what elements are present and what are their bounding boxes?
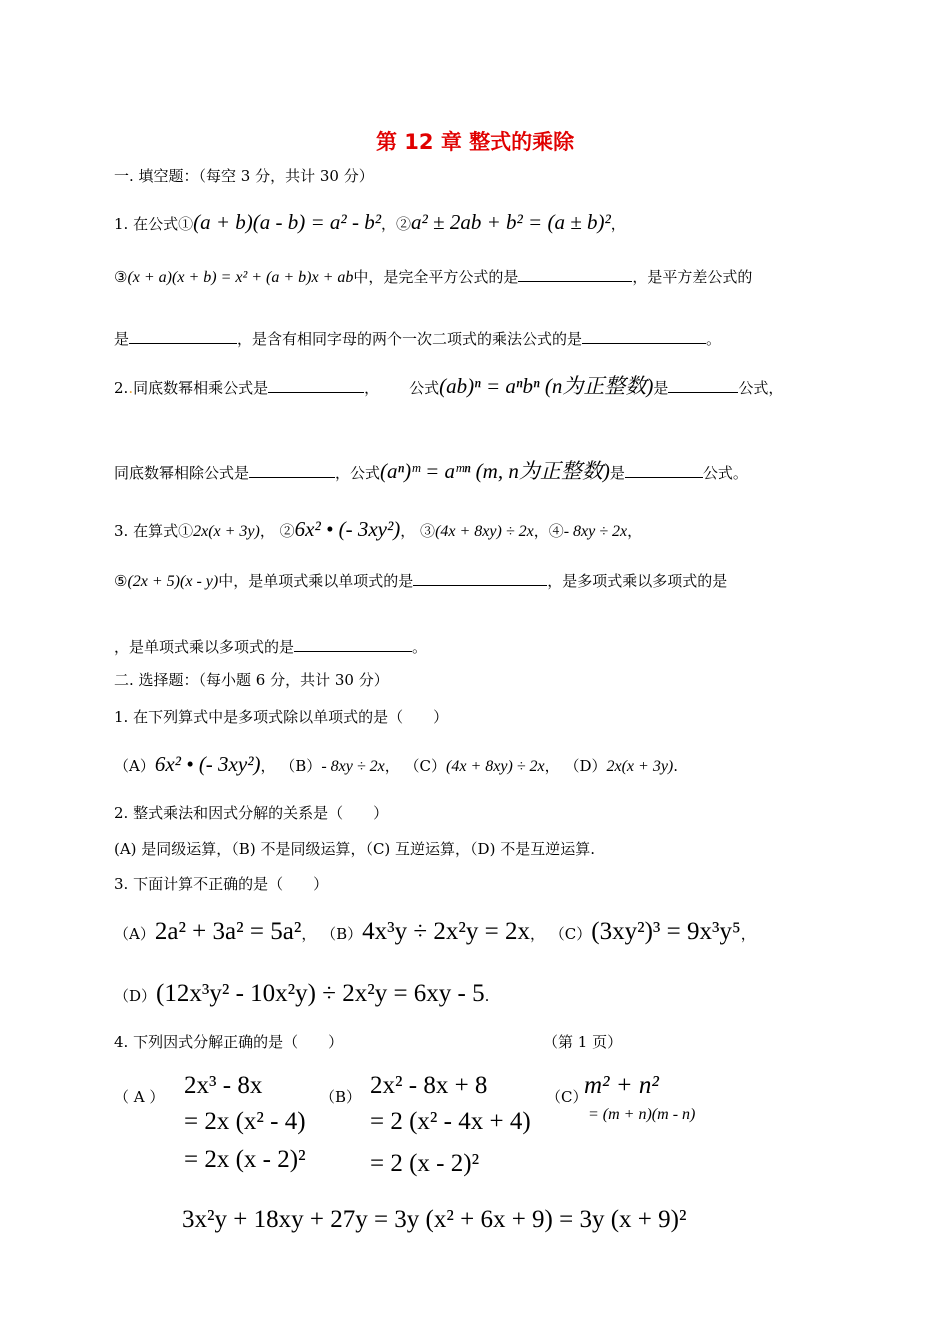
s2q1-optA: 6x² • (- 3xy²) bbox=[154, 752, 261, 776]
s2q4-optC-label: （C） bbox=[546, 1088, 588, 1106]
q1-line2 bbox=[114, 266, 752, 287]
s2q4-optB-label: （B） bbox=[320, 1088, 362, 1106]
q2-gongshi-label2: ，公式 bbox=[335, 464, 381, 482]
q2-line2 bbox=[114, 455, 748, 485]
q1-text-shi: 是 bbox=[114, 330, 130, 348]
s2q1-optC: (4x + 8xy) ÷ 2x bbox=[446, 758, 545, 775]
s2q3-optB-label: （B） bbox=[321, 925, 363, 943]
q2-blank-1[interactable] bbox=[268, 378, 364, 393]
q2-end2: 公式。 bbox=[702, 464, 748, 482]
s2q2-stem: 2. 整式乘法和因式分解的关系是（ ） bbox=[114, 804, 389, 822]
s2q1-optD-label: （D） bbox=[564, 757, 607, 775]
q2-prefix: 2. bbox=[114, 379, 129, 397]
q1-text-complete-square: 中，是完全平方公式的是 bbox=[353, 268, 519, 286]
q1-formula1: (a + b)(a - b) = a² - b² bbox=[193, 210, 381, 234]
q2-line1: 2..同底数幂相乘公式是 ， 公式(ab)ⁿ = aⁿbⁿ (n为正整数)是 公式， bbox=[114, 374, 784, 398]
s2q3-optB: 4x³y ÷ 2x²y = 2x bbox=[362, 918, 530, 945]
q3-sep4: ，④ bbox=[533, 522, 564, 540]
s2q4-optC-line1: m² + n² bbox=[584, 1072, 659, 1099]
s2q3-stem: 3. 下面计算不正确的是（ ） bbox=[114, 875, 329, 893]
s2q2-options: (A) 是同级运算，（B) 不是同级运算，（C) 互逆运算，（D) 不是互逆运算. bbox=[114, 840, 595, 858]
q3-line2 bbox=[114, 570, 727, 591]
q2-formula2: (aⁿ)ᵐ = aᵐⁿ (m, n为正整数) bbox=[380, 459, 610, 483]
q2-shi: 是 bbox=[653, 379, 669, 397]
q1-formula3: (x + a)(x + b) = x² + (a + b)x + ab bbox=[127, 269, 354, 286]
s2q1-optD: 2x(x + 3y) bbox=[606, 758, 674, 775]
section2-heading: 二. 选择题：（每小题 6 分，共计 30 分） bbox=[114, 671, 389, 689]
s2q3-optD-label: （D） bbox=[114, 987, 157, 1005]
q1-sep: ，② bbox=[381, 215, 412, 233]
s2q4-optD-line: 3x²y + 18xy + 27y = 3y (x² + 6x + 9) = 3y (x + 9)² bbox=[182, 1206, 687, 1233]
s2q3-options-row2: （D）(12x³y² - 10x²y) ÷ 2x²y = 6xy - 5. bbox=[114, 980, 490, 1007]
q3-text-mono-mono: 中，是单项式乘以单项式的是 bbox=[218, 572, 414, 590]
section1-heading: 一. 填空题：（每空 3 分，共计 30 分） bbox=[114, 167, 374, 185]
q3-sep3: ， ③ bbox=[400, 522, 436, 540]
s2q4-optA-line1: 2x³ - 8x bbox=[184, 1072, 263, 1099]
s2q3-optA: 2a² + 3a² = 5a² bbox=[154, 918, 302, 945]
q3-expr4: - 8xy ÷ 2x bbox=[563, 523, 628, 540]
q2-blank-3[interactable] bbox=[249, 463, 335, 478]
q2-shi2: 是 bbox=[609, 464, 625, 482]
s2q4-optB-line3: = 2 (x - 2)² bbox=[370, 1150, 480, 1177]
q1-text-square-diff: ，是平方差公式的 bbox=[632, 268, 753, 286]
s2q1-optC-label: （C） bbox=[404, 757, 447, 775]
q3-end: 。 bbox=[412, 638, 428, 656]
q2-blank-4[interactable] bbox=[625, 463, 703, 478]
s2q1-optB: - 8xy ÷ 2x bbox=[321, 758, 385, 775]
q1-blank-2[interactable] bbox=[129, 329, 237, 344]
q1-tail: ， bbox=[610, 215, 626, 233]
s2q3-options-row1: （A）2a² + 3a² = 5a²， （B）4x³y ÷ 2x²y = 2x， （C）(3xy²)³ = 9x³y⁵， bbox=[114, 918, 756, 945]
s2q1-optA-end: ， bbox=[260, 757, 276, 775]
q2-formula1: (ab)ⁿ = aⁿbⁿ (n为正整数) bbox=[439, 374, 654, 398]
s2q4-optB-line1: 2x² - 8x + 8 bbox=[370, 1072, 488, 1099]
page-title: 第 12 章 整式的乘除 bbox=[376, 130, 575, 154]
s2q3-optD: (12x³y² - 10x²y) ÷ 2x²y = 6xy - 5 bbox=[156, 980, 485, 1007]
q3-blank-2[interactable] bbox=[294, 637, 412, 652]
q3-prefix: 3. 在算式① bbox=[114, 522, 194, 540]
q1-prefix: 1. 在公式① bbox=[114, 215, 194, 233]
page-number: （第 1 页） bbox=[543, 1033, 623, 1051]
q3-sep5: ， bbox=[627, 522, 643, 540]
q1-line3 bbox=[114, 328, 721, 349]
q3-blank-1[interactable] bbox=[413, 571, 547, 586]
q3-circle5: ⑤ bbox=[114, 572, 128, 590]
s2q4-optC-line2: = (m + n)(m - n) bbox=[588, 1106, 696, 1123]
q3-sep2: ， ② bbox=[259, 522, 295, 540]
s2q4-optA-line2: = 2x (x² - 4) bbox=[184, 1108, 306, 1135]
q2-gongshi-label: 公式 bbox=[409, 379, 440, 397]
s2q3-optA-label: （A） bbox=[114, 925, 155, 943]
q3-text-poly: ，是多项式乘 bbox=[547, 572, 638, 590]
s2q1-options bbox=[114, 752, 678, 777]
s2q1-optB-label: （B） bbox=[280, 757, 322, 775]
q3-expr5: (2x + 5)(x - y) bbox=[127, 573, 219, 590]
q3-expr1: 2x(x + 3y) bbox=[193, 523, 260, 540]
s2q1-optC-end: ， bbox=[544, 757, 560, 775]
q1-blank-1[interactable] bbox=[518, 267, 632, 282]
q2-text-mult: 同底数幂相乘公式是 bbox=[133, 379, 269, 397]
s2q4-stem: 4. 下列因式分解正确的是（ ） bbox=[114, 1033, 344, 1051]
s2q4-optA-label: （ A ） bbox=[114, 1088, 165, 1106]
q3-text-mono-poly: ，是单项式乘以多项式的是 bbox=[114, 638, 295, 656]
q3-line1 bbox=[114, 517, 642, 542]
q1-text-binomial: ，是含有相同字母的两个一次二项式的乘法公式的是 bbox=[237, 330, 583, 348]
q1-circle3: ③ bbox=[114, 268, 128, 286]
s2q1-optD-end: . bbox=[673, 757, 679, 775]
q2-comma: ， bbox=[364, 379, 380, 397]
q3-line3 bbox=[114, 636, 427, 657]
s2q1-optB-end: ， bbox=[384, 757, 400, 775]
q3-expr3: (4x + 8xy) ÷ 2x bbox=[435, 523, 534, 540]
q3-text-poly2: 以多项式的是 bbox=[637, 572, 728, 590]
q2-blank-2[interactable] bbox=[668, 378, 738, 393]
q2-end1: 公式， bbox=[738, 379, 784, 397]
s2q1-stem: 1. 在下列算式中是多项式除以单项式的是（ ） bbox=[114, 708, 449, 726]
s2q3-optC-label: （C） bbox=[549, 925, 592, 943]
q1-end: 。 bbox=[706, 330, 722, 348]
q1-blank-3[interactable] bbox=[582, 329, 706, 344]
s2q4-optB-line2: = 2 (x² - 4x + 4) bbox=[370, 1108, 531, 1135]
q1-formula2: a² ± 2ab + b² = (a ± b)² bbox=[411, 210, 611, 234]
s2q1-optA-label: （A） bbox=[114, 757, 155, 775]
s2q4-optA-line3: = 2x (x - 2)² bbox=[184, 1146, 306, 1173]
q2-text-div: 同底数幂相除公式是 bbox=[114, 464, 250, 482]
q3-expr2: 6x² • (- 3xy²) bbox=[294, 517, 401, 541]
q1-line1 bbox=[114, 210, 626, 235]
s2q3-optC: (3xy²)³ = 9x³y⁵ bbox=[591, 918, 741, 945]
